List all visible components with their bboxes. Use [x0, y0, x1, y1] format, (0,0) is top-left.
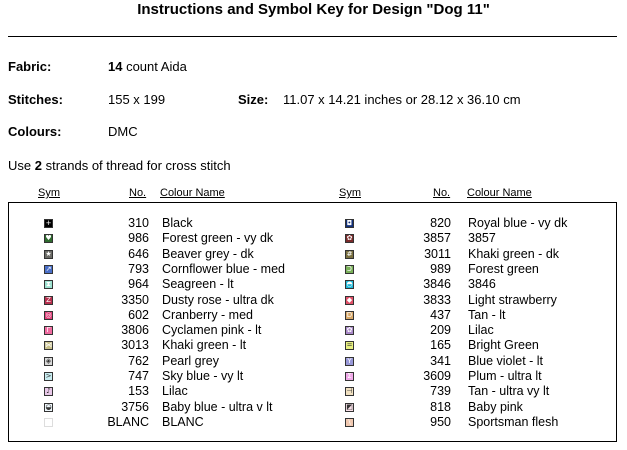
- symbol-swatch-icon: \: [345, 418, 354, 427]
- colour-number: 747: [128, 369, 149, 383]
- colour-number: 646: [128, 246, 149, 261]
- colour-number: 3833: [423, 292, 451, 307]
- colour-name: Dusty rose - ultra dk: [162, 292, 274, 307]
- colour-name: Tan - ultra vy lt: [468, 384, 550, 399]
- symbol-swatch-icon: Σ: [345, 372, 354, 381]
- note-pre: Use: [8, 158, 35, 173]
- key-row-right: [9, 277, 609, 292]
- symbol-swatch-icon: Γ: [44, 326, 53, 335]
- symbol-key-table: [8, 202, 617, 442]
- key-row-right: [9, 293, 609, 308]
- symbol-swatch-icon: ◓: [346, 280, 353, 289]
- colour-name: BLANC: [162, 414, 204, 429]
- colour-number: 153: [128, 384, 149, 399]
- symbol-swatch-icon: ◆: [346, 295, 353, 304]
- colour-name: Baby pink: [468, 399, 523, 414]
- stitches-value: 155 x 199: [108, 92, 166, 107]
- colour-number: 3011: [424, 246, 451, 261]
- colour-name: Bright Green: [468, 338, 539, 353]
- key-row-right: [9, 369, 609, 384]
- symbol-swatch-icon: >: [45, 372, 52, 380]
- fabric-value: [108, 59, 187, 74]
- symbol-swatch-icon: ⧗: [44, 280, 53, 289]
- symbol-swatch-icon: ⊣: [346, 387, 353, 396]
- key-row-right: [9, 262, 609, 277]
- colour-number: 209: [430, 323, 451, 338]
- colour-name: Pearl grey: [162, 353, 219, 368]
- colour-name: Seagreen - lt: [162, 277, 234, 292]
- colour-name: Light strawberry: [468, 292, 557, 307]
- colour-name: Lilac: [162, 384, 188, 399]
- colour-number: 989: [430, 261, 451, 276]
- thread-note: [8, 158, 231, 173]
- colour-number: 739: [430, 384, 451, 399]
- colour-name: Blue violet - lt: [468, 353, 544, 368]
- symbol-swatch-icon: ✿: [346, 234, 353, 243]
- symbol-swatch-icon: ◩: [346, 402, 353, 411]
- size-value: 11.07 x 14.21 inches or 28.12 x 36.10 cm: [283, 92, 521, 107]
- key-row-right: [9, 323, 609, 338]
- colour-number: 818: [430, 399, 451, 414]
- key-row-right: [9, 338, 609, 353]
- colour-name: Beaver grey - dk: [162, 246, 254, 261]
- fabric-count: 14: [108, 59, 123, 74]
- key-row-right: [9, 415, 609, 430]
- header-sym-left: Sym: [38, 187, 60, 199]
- colour-number: 310: [128, 216, 149, 230]
- colour-name: Plum - ultra lt: [468, 369, 542, 383]
- colour-name: Cyclamen pink - lt: [162, 323, 262, 338]
- colour-name: Sky blue - vy lt: [162, 369, 244, 383]
- fabric-label: Fabric:: [8, 59, 52, 74]
- colour-number: 950: [430, 414, 451, 429]
- colour-name: Cranberry - med: [162, 307, 253, 322]
- fabric-rest: count Aida: [122, 59, 187, 74]
- header-no-right: No.: [433, 187, 451, 199]
- colour-name: Forest green - vy dk: [162, 231, 274, 246]
- symbol-swatch-icon: ✿: [346, 326, 353, 335]
- colour-number: 437: [430, 307, 451, 322]
- key-row-right: [9, 247, 609, 262]
- size-label: Size:: [238, 92, 269, 107]
- key-row-right: [9, 384, 609, 399]
- colour-number: 964: [128, 277, 149, 292]
- symbol-swatch-icon: ◘: [346, 219, 353, 227]
- symbol-swatch-icon: Z: [44, 296, 53, 305]
- symbol-swatch-icon: ⋈: [45, 341, 52, 350]
- colours-label: Colours:: [8, 124, 62, 139]
- symbol-swatch-icon: ★: [45, 249, 52, 258]
- colour-name: 3857: [468, 231, 496, 246]
- colour-name: Khaki green - lt: [162, 338, 247, 353]
- colour-name: Baby blue - ultra v lt: [162, 399, 273, 414]
- colours-value: DMC: [108, 124, 138, 139]
- note-post: strands of thread for cross stitch: [41, 158, 231, 173]
- colour-number: 3609: [423, 369, 451, 383]
- colour-number: 3013: [121, 338, 149, 353]
- colour-number: 165: [430, 338, 451, 353]
- symbol-swatch-icon: Y: [345, 357, 354, 366]
- colour-number: 341: [430, 353, 451, 368]
- header-name-right: Colour Name: [467, 187, 532, 199]
- colour-number: 986: [128, 231, 149, 246]
- colour-number: 3806: [121, 323, 149, 338]
- colour-number: 762: [128, 353, 149, 368]
- key-row-right: [9, 216, 609, 231]
- symbol-swatch-icon: =: [346, 341, 353, 350]
- colour-name: Cornflower blue - med: [162, 261, 285, 276]
- key-row-right: [9, 231, 609, 246]
- symbol-swatch-icon: ◎: [45, 310, 52, 319]
- header-name-left: Colour Name: [160, 187, 225, 199]
- colour-number: 602: [128, 307, 149, 322]
- symbol-swatch-icon: #: [346, 249, 353, 258]
- colour-number: 3846: [423, 277, 451, 292]
- title-rule: [8, 36, 617, 37]
- key-row-right: [9, 400, 609, 415]
- stitches-label: Stitches:: [8, 92, 63, 107]
- key-row-right: [9, 354, 609, 369]
- symbol-swatch-icon: +: [45, 219, 52, 227]
- colour-name: Lilac: [468, 323, 494, 338]
- header-sym-right: Sym: [339, 187, 361, 199]
- colour-name: Royal blue - vy dk: [468, 216, 568, 230]
- page-title: Instructions and Symbol Key for Design "Dog 11": [137, 1, 490, 18]
- colour-number: 3857: [423, 231, 451, 246]
- colour-number: 820: [430, 216, 451, 230]
- symbol-swatch-icon: ♪: [44, 387, 53, 396]
- colour-name: Tan - lt: [468, 307, 506, 322]
- colour-number: 793: [128, 261, 149, 276]
- note-strands: 2: [34, 158, 42, 173]
- symbol-swatch-icon: Ↄ: [345, 265, 354, 274]
- header-no-left: No.: [129, 187, 147, 199]
- symbol-swatch-icon: D: [346, 310, 353, 319]
- key-row-right: [9, 308, 609, 323]
- symbol-swatch-icon: ♥: [45, 234, 52, 243]
- colour-number: BLANC: [107, 414, 149, 429]
- colour-name: Sportsman flesh: [468, 414, 559, 429]
- colour-name: Khaki green - dk: [468, 246, 560, 261]
- colour-number: 3350: [121, 292, 149, 307]
- colour-name: 3846: [468, 277, 496, 292]
- colour-name: Forest green: [468, 261, 539, 276]
- symbol-swatch-icon: ◒: [45, 402, 52, 411]
- colour-number: 3756: [121, 399, 149, 414]
- symbol-swatch-icon: ↗: [45, 264, 52, 273]
- colour-name: Black: [162, 216, 193, 230]
- symbol-swatch-icon: ◈: [45, 356, 52, 365]
